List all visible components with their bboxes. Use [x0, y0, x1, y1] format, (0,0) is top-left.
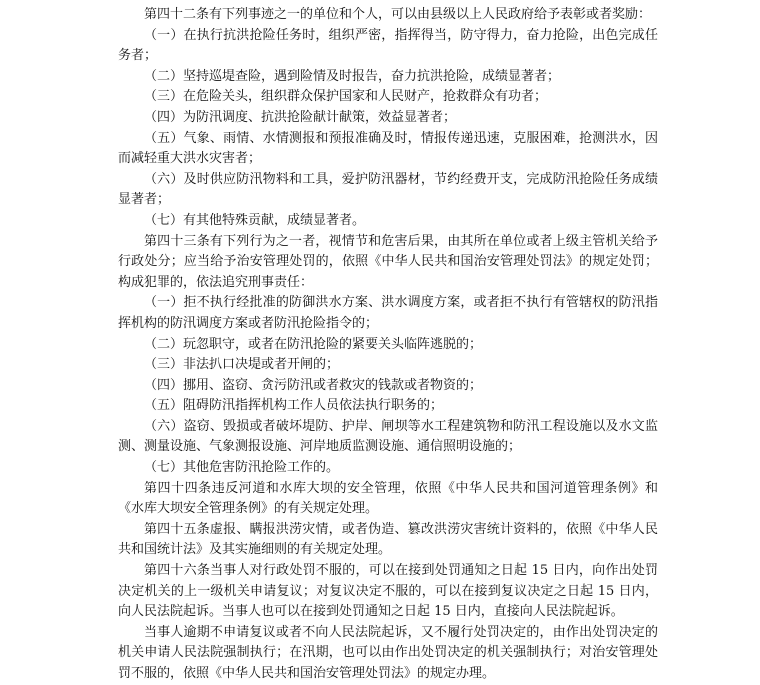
article-43-item-4: （四）挪用、盗窃、贪污防汛或者救灾的钱款或者物资的；: [144, 377, 483, 393]
article-42-item-3: （三）在危险关头，组织群众保护国家和人民财产，抢救群众有功者；: [144, 89, 548, 105]
article-43-item-2: （二）玩忽职守，或者在防汛抢险的紧要关头临阵逃脱的；: [144, 336, 483, 352]
article-43-item-6: （六）盗窃、毁损或者破坏堤防、护岸、闸坝等水工程建筑物和防汛工程设施以及水文监测、测量设施、气象测报设施、河岸地质监测设施、通信照明设施的；: [118, 418, 658, 455]
article-42-item-1: （一）在执行抗洪抢险任务时，组织严密，指挥得当，防守得力，奋力抢险，出色完成任务者；: [118, 27, 658, 64]
article-46-continued: 当事人逾期不申请复议或者不向人民法院起诉，又不履行处罚决定的，由作出处罚决定的机关申请人民法院强制执行；在汛期，也可以由作出处罚决定的机关强制执行；对治安管理处罚不服的，依照《中华人民共和国治安管理处罚法》的规定办理。: [118, 624, 658, 681]
article-42-heading: 第四十二条有下列事迹之一的单位和个人，可以由县级以上人民政府给予表彰或者奖励：: [144, 7, 652, 22]
article-45: 第四十五条虚报、瞒报洪涝灾情，或者伪造、篡改洪涝灾害统计资料的，依照《中华人民共和国统计法》及其实施细则的有关规定处理。: [118, 521, 658, 558]
article-42-item-7: （七）有其他特殊贡献，成绩显著者。: [144, 212, 366, 228]
document-body: [118, 5, 658, 685]
article-42-item-2: （二）坚持巡堤查险，遇到险情及时报告，奋力抗洪抢险，成绩显著者；: [144, 68, 561, 84]
article-46: 第四十六条当事人对行政处罚不服的，可以在接到处罚通知之日起 15 日内，向作出处罚决定机关的上一级机关申请复议；对复议决定不服的，可以在接到复议决定之日起 15 日内，向人民法院起诉。当事人也可以在接到处罚通知之日起 15 日内，直接向人民法院起诉。: [118, 563, 658, 620]
article-42-item-5: （五）气象、雨情、水情测报和预报准确及时，情报传递迅速，克服困难，抢测洪水，因而减轻重大洪水灾害者；: [118, 130, 658, 167]
article-43-heading: 第四十三条有下列行为之一者，视情节和危害后果，由其所在单位或者上级主管机关给予行政处分；应当给予治安管理处罚的，依照《中华人民共和国治安管理处罚法》的规定处罚；构成犯罪的，依法追究刑事责任：: [118, 233, 658, 290]
article-42-item-6: （六）及时供应防汛物料和工具，爱护防汛器材，节约经费开支，完成防汛抢险任务成绩显著者；: [118, 171, 658, 208]
article-43-item-3: （三）非法扒口决堤或者开闸的；: [144, 357, 340, 373]
article-44: 第四十四条违反河道和水库大坝的安全管理，依照《中华人民共和国河道管理条例》和《水库大坝安全管理条例》的有关规定处理。: [118, 480, 658, 517]
article-42-item-4: （四）为防汛调度、抗洪抢险献计献策，效益显著者；: [144, 109, 457, 125]
article-43-item-1: （一）拒不执行经批准的防御洪水方案、洪水调度方案，或者拒不执行有管辖权的防汛指挥机构的防汛调度方案或者防汛抢险指令的；: [118, 295, 658, 331]
article-43-item-7: （七）其他危害防汛抢险工作的。: [144, 460, 340, 476]
article-43-item-5: （五）阻碍防汛指挥机构工作人员依法执行职务的；: [144, 398, 444, 414]
